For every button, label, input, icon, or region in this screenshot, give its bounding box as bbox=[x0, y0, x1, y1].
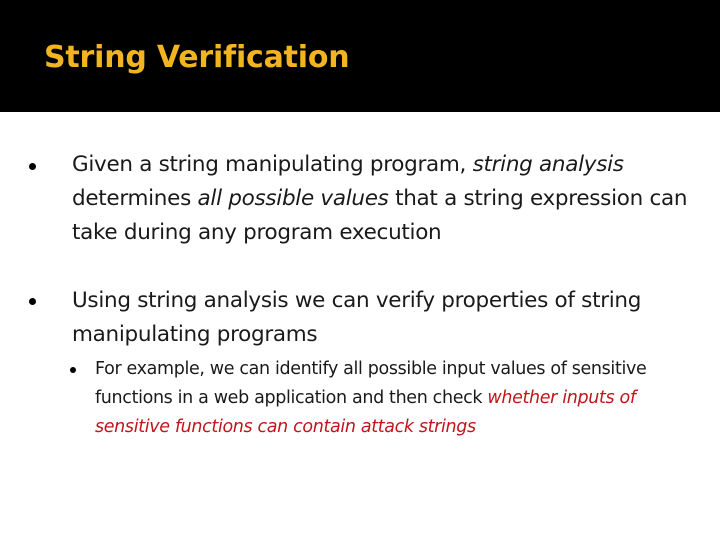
sub-bullet-example bbox=[95, 355, 675, 442]
bullet-verify-properties: Using string analysis we can verify properties of string manipulating programs bbox=[72, 288, 642, 347]
bullet-text: determines bbox=[72, 186, 198, 211]
bullet-text: Given a string manipulating program, bbox=[72, 152, 473, 177]
italic-term-string-analysis: string analysis bbox=[472, 152, 624, 177]
sub-bullet-dot-icon bbox=[70, 367, 76, 373]
bullet-string-analysis bbox=[72, 148, 692, 250]
italic-term-all-possible-values: all possible values bbox=[197, 186, 389, 211]
bullet-dot-icon bbox=[29, 298, 36, 305]
slide-title: String Verification bbox=[44, 40, 350, 75]
highlighted-text: whether inputs of sensitive functions can contain attack strings bbox=[95, 388, 636, 437]
sub-bullet-text: For example, we can identify all possible input values of sensitive functions in a web application and then check bbox=[95, 359, 647, 408]
bullet-dot-icon bbox=[29, 163, 36, 170]
bullet-text: that a string expression can take during any program execution bbox=[72, 186, 688, 245]
